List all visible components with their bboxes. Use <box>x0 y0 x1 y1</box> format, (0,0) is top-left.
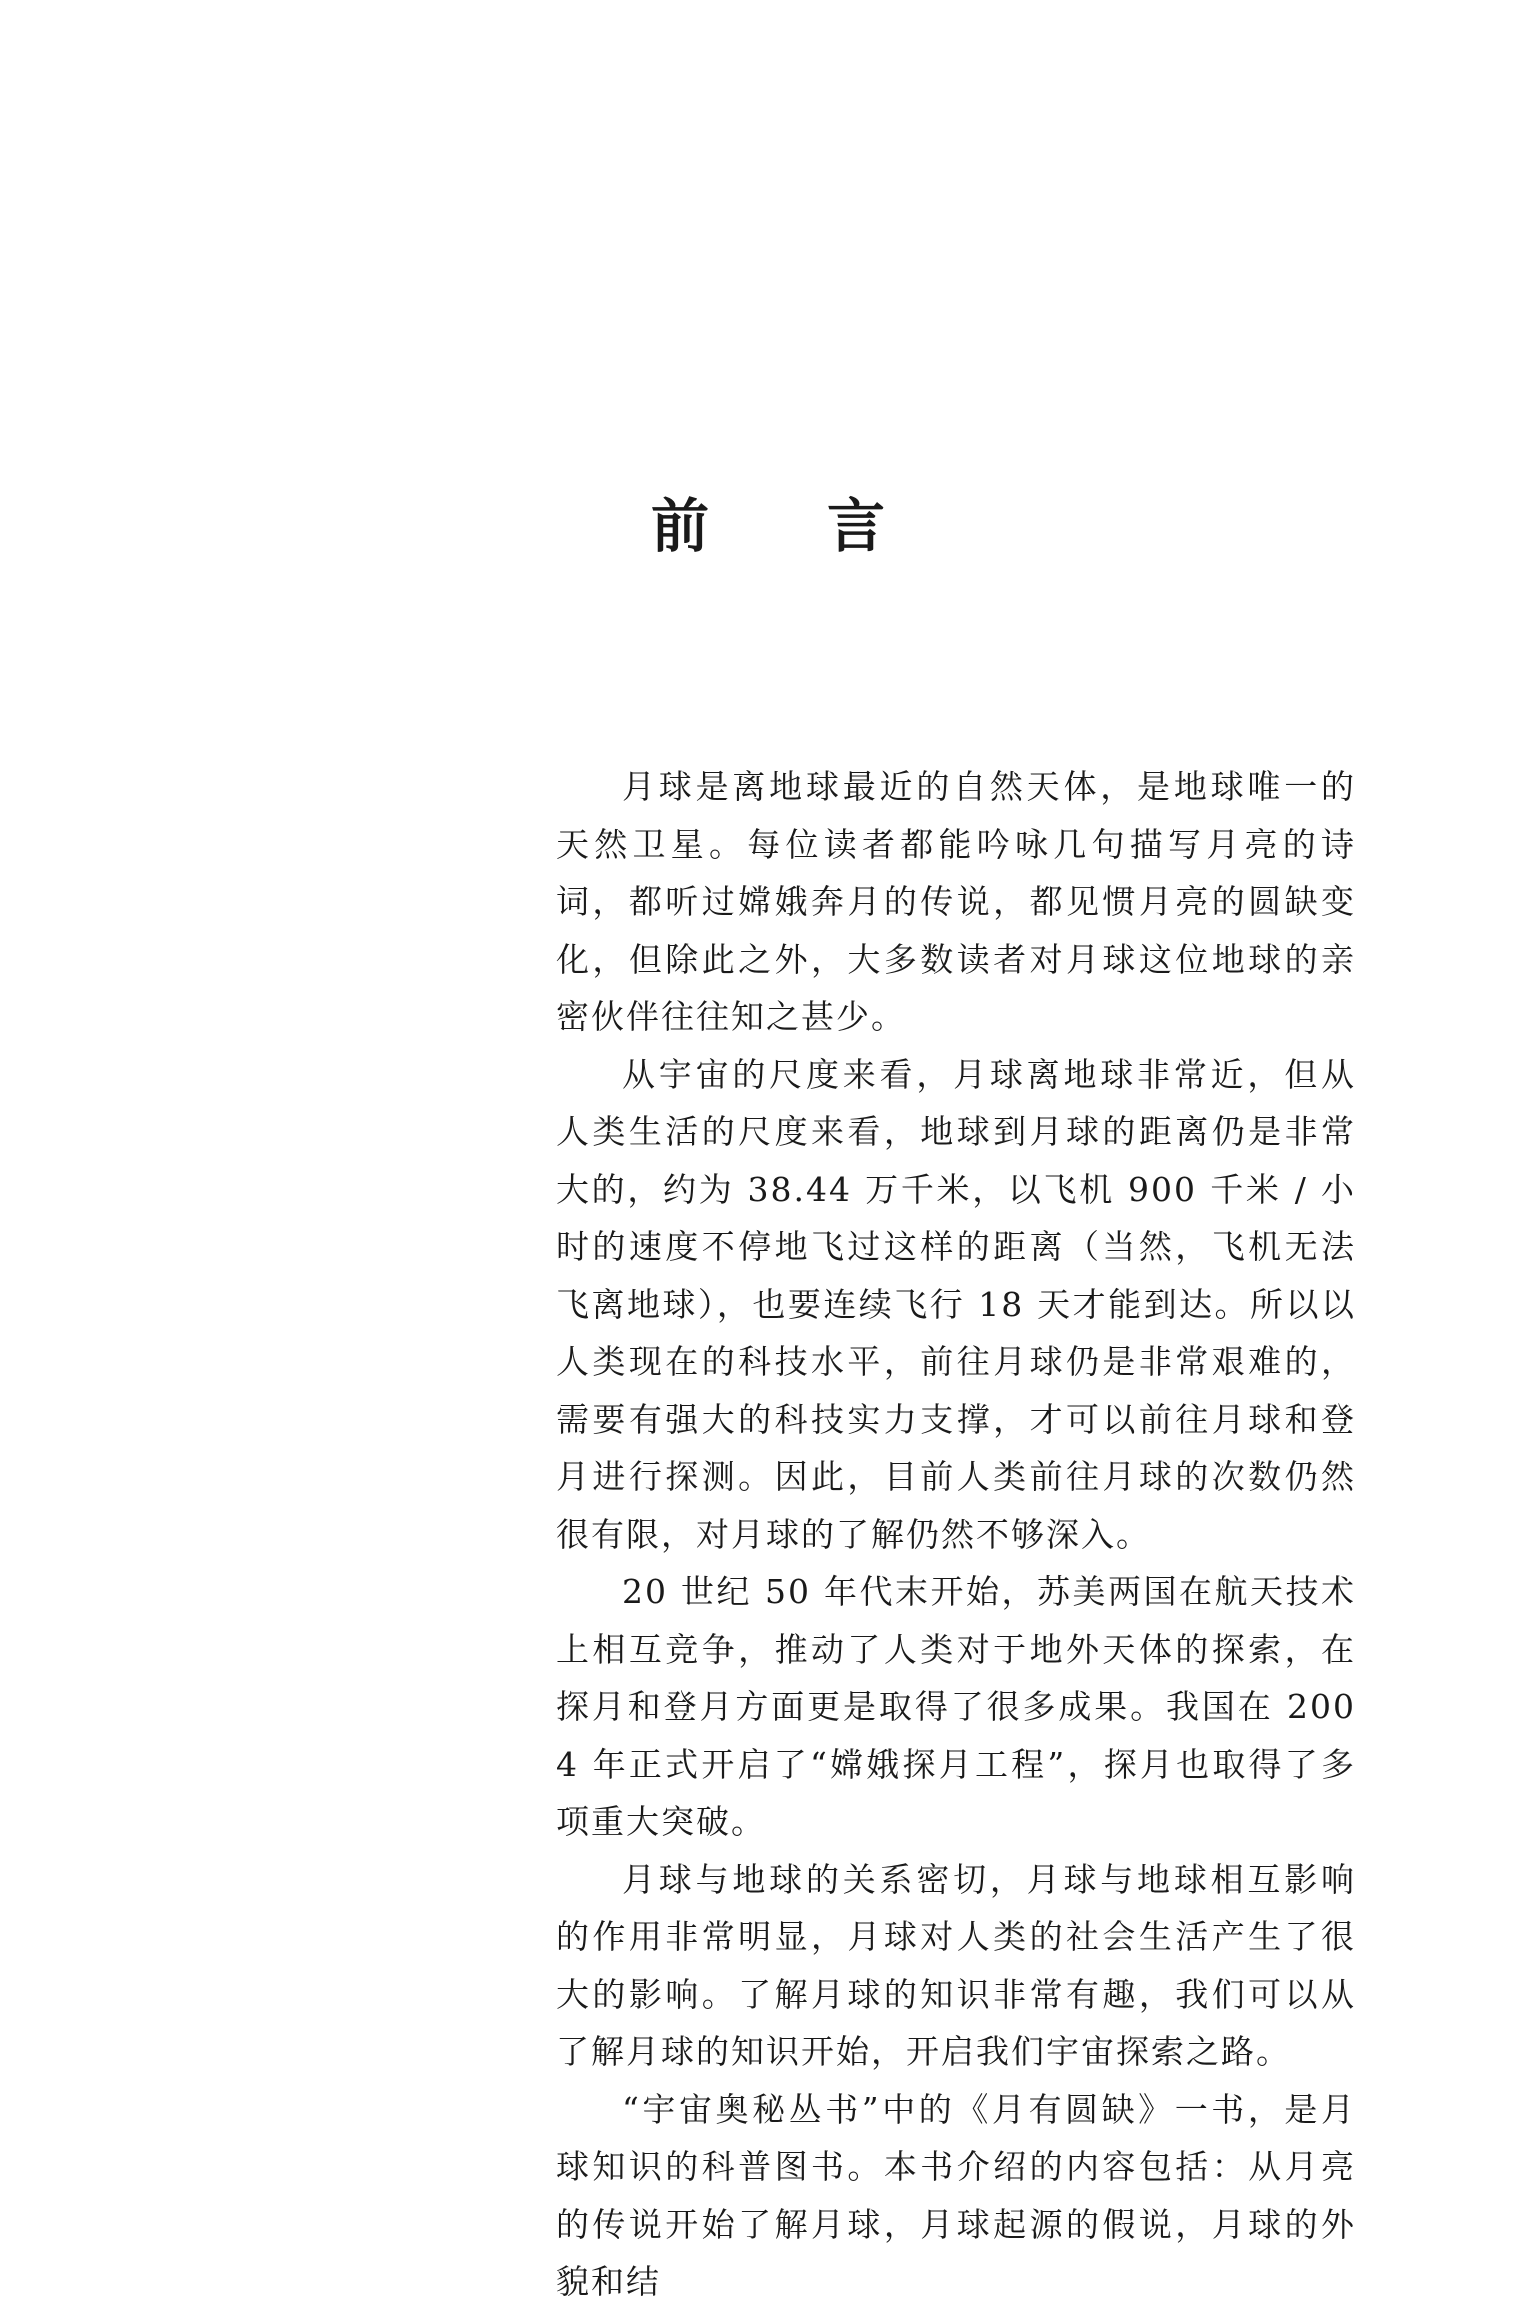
paragraph: 20 世纪 50 年代末开始，苏美两国在航天技术上相互竞争，推动了人类对于地外天体的探索，在探月和登月方面更是取得了很多成果。我国在 2004 年正式开启了“嫦娥探月工程”，探月也取得了多项重大突破。 <box>556 1572 1356 1841</box>
body-text <box>556 758 1356 2311</box>
paragraph: 月球与地球的关系密切，月球与地球相互影响的作用非常明显，月球对人类的社会生活产生了很大的影响。了解月球的知识非常有趣，我们可以从了解月球的知识开始，开启我们宇宙探索之路。 <box>556 1859 1356 2071</box>
page-title: 前言 <box>650 491 1003 560</box>
paragraph: “宇宙奥秘丛书”中的《月有圆缺》一书，是月球知识的科普图书。本书介绍的内容包括：从月亮的传说开始了解月球，月球起源的假说，月球的外貌和结 <box>556 2089 1356 2301</box>
paragraph: 从宇宙的尺度来看，月球离地球非常近，但从人类生活的尺度来看，地球到月球的距离仍是非常大的，约为 38.44 万千米，以飞机 900 千米 / 小时的速度不停地飞过这样的距离（当然，飞机无法飞离地球），也要连续飞行 18 天才能到达。所以以人类现在的科技水平，前往月球仍是非常艰难的，需要有强大的科技实力支撑，才可以前往月球和登月进行探测。因此，目前人类前往月球的次数仍然很有限，对月球的了解仍然不够深入。 <box>556 1054 1356 1554</box>
paragraph: 月球是离地球最近的自然天体，是地球唯一的天然卫星。每位读者都能吟咏几句描写月亮的诗词，都听过嫦娥奔月的传说，都见惯月亮的圆缺变化，但除此之外，大多数读者对月球这位地球的亲密伙伴往往知之甚少。 <box>556 767 1356 1036</box>
